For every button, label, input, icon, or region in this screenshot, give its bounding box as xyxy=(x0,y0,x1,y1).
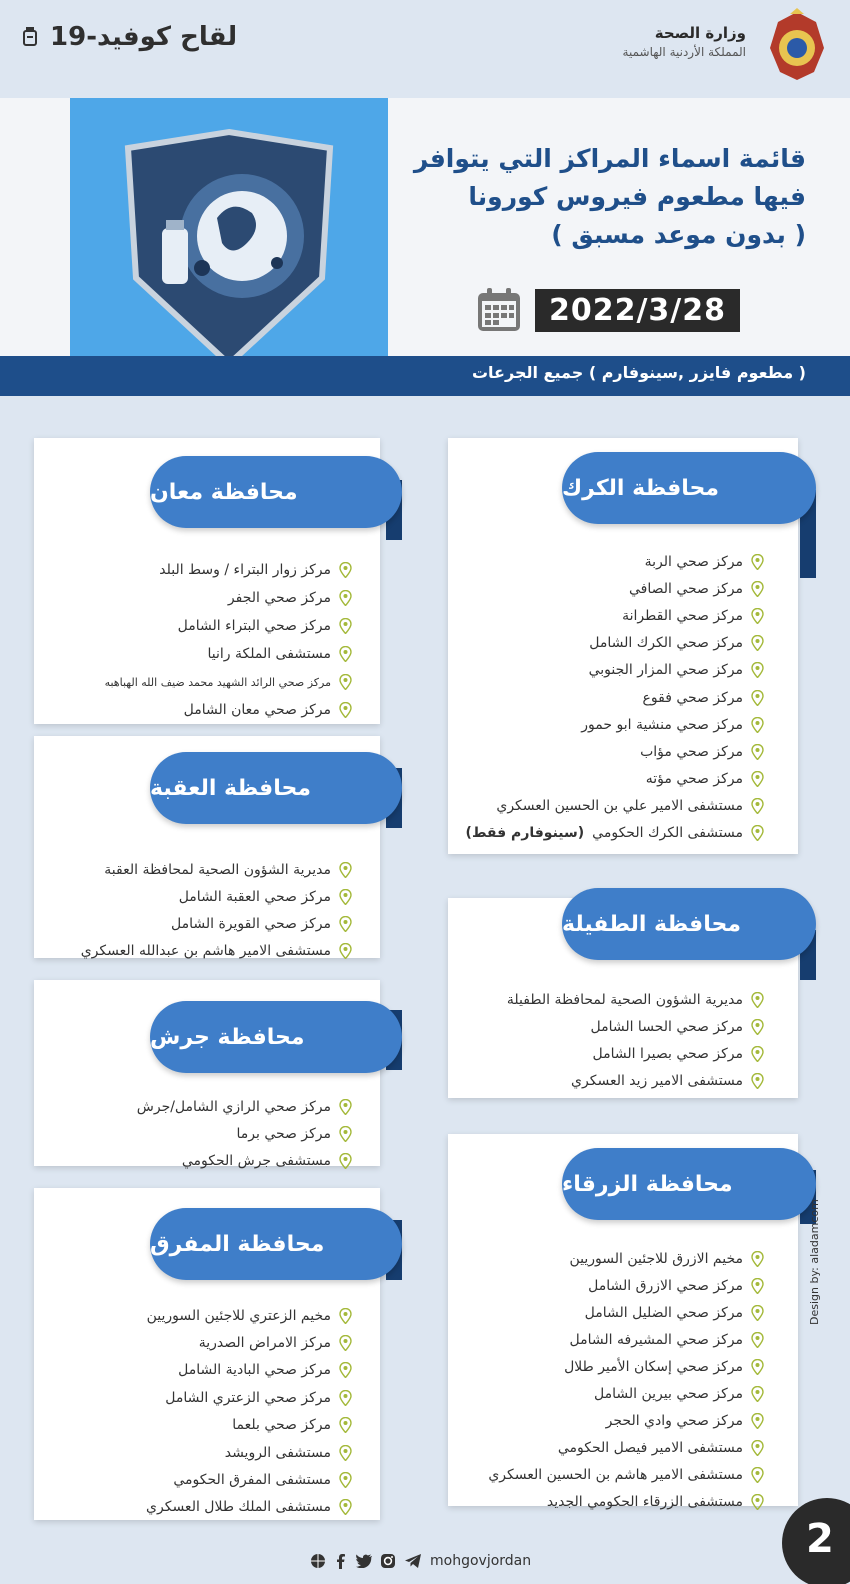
list-item xyxy=(507,1040,764,1067)
design-credit: Design by: aladamcom xyxy=(808,1199,821,1325)
list-item xyxy=(137,1120,352,1147)
location-pin-icon xyxy=(751,1073,764,1089)
list-item xyxy=(507,986,764,1013)
mafraq-header xyxy=(150,1208,402,1280)
list-item-label: مركز صحي الحسا الشامل xyxy=(590,1018,743,1035)
vaccine-shield-icon xyxy=(122,128,336,368)
list-item xyxy=(146,1494,352,1521)
location-pin-icon xyxy=(339,889,352,905)
list-item xyxy=(466,575,764,602)
list-item-label: مستشفى الملكة رانيا xyxy=(207,646,331,662)
list-item-label: مركز صحي الزعتري الشامل xyxy=(165,1389,331,1406)
list-item xyxy=(488,1408,764,1435)
location-pin-icon xyxy=(751,798,764,814)
list-item-label: مستشفى الامير هاشم بن الحسين العسكري xyxy=(488,1467,743,1484)
vaccine-note: ( مطعوم فايزر ,سينوفارم ) جميع الجرعات xyxy=(471,363,806,382)
footer xyxy=(310,1553,531,1569)
list-item xyxy=(105,556,352,584)
list-item-label: مركز صحي الضليل الشامل xyxy=(584,1304,743,1321)
list-item-label: مركز صحي العقبة الشامل xyxy=(178,888,331,905)
location-pin-icon xyxy=(339,916,352,932)
list-item-label: مستشفى الامير فيصل الحكومي xyxy=(557,1440,743,1457)
location-pin-icon xyxy=(751,1440,764,1456)
list-item xyxy=(466,711,764,738)
list-item xyxy=(81,856,352,883)
list-item-label: مركز صحي الربة xyxy=(644,553,743,570)
list-item-label: مستشفى الزرقاء الحكومي الجديد xyxy=(546,1494,743,1511)
aqaba-header xyxy=(150,752,402,824)
date-label: 2022/3/28 xyxy=(535,289,740,332)
globe-icon[interactable] xyxy=(310,1553,326,1569)
kingdom-name: المملكة الأردنية الهاشمية xyxy=(622,45,746,59)
list-item-label: مركز صحي وادي الحجر xyxy=(605,1413,743,1430)
social-handle[interactable]: mohgovjordan xyxy=(430,1553,532,1569)
calendar-icon xyxy=(475,286,523,334)
aqaba-title: محافظة العقبة xyxy=(150,775,311,801)
list-item-label: مركز الامراض الصدرية xyxy=(198,1335,331,1352)
maan-title: محافظة معان xyxy=(150,479,298,505)
list-item-label: مركز صحي الازرق الشامل xyxy=(588,1277,743,1294)
location-pin-icon xyxy=(751,662,764,678)
list-item-label: مخيم الزعتري للاجئين السوريين xyxy=(146,1307,331,1324)
location-pin-icon xyxy=(339,1499,352,1515)
list-item-label: مركز صحي فقوع xyxy=(642,689,743,706)
list-item-label: مركز صحي برما xyxy=(236,1125,331,1142)
list-item-label: مركز صحي الرازي الشامل/جرش xyxy=(136,1098,331,1115)
location-pin-icon xyxy=(751,992,764,1008)
location-pin-icon xyxy=(751,554,764,570)
list-item xyxy=(146,1357,352,1384)
list-item xyxy=(146,1384,352,1411)
sinopharm-only-note: (سينوفارم فقط) xyxy=(465,825,585,842)
list-item-label: مستشفى المفرق الحكومي xyxy=(173,1472,331,1489)
list-item-label: مستشفى جرش الحكومي xyxy=(181,1152,331,1169)
location-pin-icon xyxy=(339,1153,352,1169)
location-pin-icon xyxy=(339,1472,352,1488)
list-item xyxy=(146,1329,352,1356)
location-pin-icon xyxy=(339,702,352,718)
tafila-header xyxy=(562,888,816,960)
list-item-label: مستشفى الامير زيد العسكري xyxy=(571,1072,743,1089)
list-item-label: مركز صحي الصافي xyxy=(628,580,743,597)
location-pin-icon xyxy=(339,1308,352,1324)
list-item-label: مركز صحي الجفر xyxy=(227,590,331,606)
tafila-list xyxy=(507,986,764,1094)
list-item xyxy=(105,696,352,724)
list-item-label: مستشفى الرويشد xyxy=(224,1444,331,1461)
ministry-name: وزارة الصحة xyxy=(654,24,746,42)
date-row xyxy=(475,286,740,334)
list-item xyxy=(507,1067,764,1094)
list-item xyxy=(466,738,764,765)
list-item xyxy=(466,684,764,711)
karak-header xyxy=(562,452,816,524)
location-pin-icon xyxy=(751,608,764,624)
location-pin-icon xyxy=(751,1359,764,1375)
location-pin-icon xyxy=(339,590,352,606)
list-item-label: مركز صحي بلعما xyxy=(232,1417,331,1434)
location-pin-icon xyxy=(751,771,764,787)
location-pin-icon xyxy=(339,862,352,878)
list-item xyxy=(488,1380,764,1407)
location-pin-icon xyxy=(751,1467,764,1483)
list-item xyxy=(137,1147,352,1174)
location-pin-icon xyxy=(751,717,764,733)
location-pin-icon xyxy=(339,1390,352,1406)
list-item-label: مركز صحي إسكان الأمير طلال xyxy=(564,1358,743,1375)
facebook-icon[interactable] xyxy=(334,1553,348,1569)
instagram-icon[interactable] xyxy=(380,1553,396,1569)
twitter-icon[interactable] xyxy=(356,1554,372,1568)
list-item xyxy=(146,1466,352,1493)
list-item xyxy=(488,1489,764,1516)
list-item xyxy=(466,657,764,684)
jerash-title: محافظة جرش xyxy=(150,1024,305,1050)
list-item-label: مركز صحي مؤاب xyxy=(640,743,743,760)
list-item xyxy=(466,766,764,793)
list-item-label: مركز صحي مؤته xyxy=(645,771,743,788)
maan-header xyxy=(150,456,402,528)
location-pin-icon xyxy=(339,1362,352,1378)
list-item xyxy=(507,1013,764,1040)
location-pin-icon xyxy=(751,1494,764,1510)
list-item xyxy=(146,1439,352,1466)
list-item-label: مركز صحي الكرك الشامل xyxy=(589,635,743,652)
location-pin-icon xyxy=(339,646,352,662)
vaccine-title-text: لقاح كوفيد-19 xyxy=(50,22,238,52)
list-item-label: مستشفى الملك طلال العسكري xyxy=(146,1499,331,1516)
list-item xyxy=(466,630,764,657)
list-item xyxy=(137,1093,352,1120)
list-item xyxy=(488,1326,764,1353)
karak-title: محافظة الكرك xyxy=(562,475,720,501)
location-pin-icon xyxy=(751,1413,764,1429)
list-item xyxy=(488,1299,764,1326)
list-item-label: مركز صحي بيرين الشامل xyxy=(594,1386,743,1403)
list-item xyxy=(488,1272,764,1299)
zarqa-list xyxy=(488,1245,764,1516)
list-item xyxy=(81,910,352,937)
location-pin-icon xyxy=(339,1417,352,1433)
ministry-block xyxy=(623,24,746,59)
location-pin-icon xyxy=(751,1278,764,1294)
list-item-label: مركز صحي القويرة الشامل xyxy=(171,915,331,932)
location-pin-icon xyxy=(751,1386,764,1402)
list-item xyxy=(488,1353,764,1380)
list-item xyxy=(105,640,352,668)
list-item-label: مركز صحي البتراء الشامل xyxy=(177,618,331,634)
maan-list xyxy=(105,556,352,724)
tafila-title: محافظة الطفيلة xyxy=(562,911,741,937)
vaccine-vial-icon xyxy=(18,25,42,49)
list-item xyxy=(105,668,352,696)
list-item xyxy=(466,793,764,820)
jerash-header xyxy=(150,1001,402,1073)
location-pin-icon xyxy=(339,674,352,690)
aqaba-list xyxy=(81,856,352,964)
list-item-label: مركز صحي المزار الجنوبي xyxy=(588,662,743,679)
banner-heading xyxy=(386,140,806,254)
location-pin-icon xyxy=(751,635,764,651)
zarqa-header xyxy=(562,1148,816,1220)
zarqa-title: محافظة الزرقاء xyxy=(562,1171,733,1197)
location-pin-icon xyxy=(339,1099,352,1115)
list-item xyxy=(81,883,352,910)
list-item-label: مركز صحي البادية الشامل xyxy=(178,1362,331,1379)
jerash-list xyxy=(137,1093,352,1174)
location-pin-icon xyxy=(751,1305,764,1321)
list-item xyxy=(488,1462,764,1489)
banner-heading-line1: قائمة اسماء المراكز التي يتوافر xyxy=(413,144,806,173)
list-item-label: مركز صحي المشيرفه الشامل xyxy=(569,1331,743,1348)
list-item-label: مديرية الشؤون الصحية لمحافظة الطفيلة xyxy=(506,991,743,1008)
list-item xyxy=(488,1245,764,1272)
location-pin-icon xyxy=(339,1335,352,1351)
location-pin-icon xyxy=(339,562,352,578)
list-item-label: مركز زوار البتراء / وسط البلد xyxy=(159,562,331,578)
telegram-icon[interactable] xyxy=(404,1553,422,1569)
location-pin-icon xyxy=(751,825,764,841)
banner-heading-line2: فيها مطعوم فيروس كورونا xyxy=(468,182,806,211)
list-item-label: مركز صحي القطرانة xyxy=(622,607,743,624)
list-item xyxy=(488,1435,764,1462)
location-pin-icon xyxy=(339,618,352,634)
list-item-label: مركز صحي معان الشامل xyxy=(183,702,331,718)
location-pin-icon xyxy=(751,1019,764,1035)
jordan-emblem-icon xyxy=(764,8,830,84)
list-item xyxy=(466,548,764,575)
vaccine-title xyxy=(18,22,237,52)
location-pin-icon xyxy=(339,1445,352,1461)
list-item xyxy=(105,584,352,612)
location-pin-icon xyxy=(339,943,352,959)
location-pin-icon xyxy=(751,1251,764,1267)
list-item-label: مركز صحي الرائد الشهيد محمد ضيف الله الهباهبه xyxy=(104,675,331,689)
list-item-label: مستشفى الامير علي بن الحسين العسكري xyxy=(496,798,743,815)
list-item-label: مركز صحي بصيرا الشامل xyxy=(592,1045,743,1062)
page-number: 2 xyxy=(782,1498,850,1584)
list-item xyxy=(146,1412,352,1439)
list-item-label: مركز صحي منشية ابو حمور xyxy=(581,716,743,733)
mafraq-list xyxy=(146,1302,352,1521)
list-item-label: مستشفى الامير هاشم بن عبدالله العسكري xyxy=(80,942,331,959)
list-item-label: مديرية الشؤون الصحية لمحافظة العقبة xyxy=(104,861,331,878)
location-pin-icon xyxy=(339,1126,352,1142)
list-item xyxy=(466,602,764,629)
list-item-label: مستشفى الكرك الحكومي xyxy=(592,825,743,842)
list-item xyxy=(466,820,764,847)
list-item xyxy=(81,937,352,964)
location-pin-icon xyxy=(751,1046,764,1062)
location-pin-icon xyxy=(751,690,764,706)
mafraq-title: محافظة المفرق xyxy=(150,1231,325,1257)
list-item-label: مخيم الازرق للاجئين السوريين xyxy=(569,1250,743,1267)
karak-list xyxy=(466,548,764,847)
location-pin-icon xyxy=(751,581,764,597)
list-item xyxy=(105,612,352,640)
location-pin-icon xyxy=(751,744,764,760)
banner-heading-line3: ( بدون موعد مسبق ) xyxy=(551,220,806,249)
list-item xyxy=(146,1302,352,1329)
location-pin-icon xyxy=(751,1332,764,1348)
